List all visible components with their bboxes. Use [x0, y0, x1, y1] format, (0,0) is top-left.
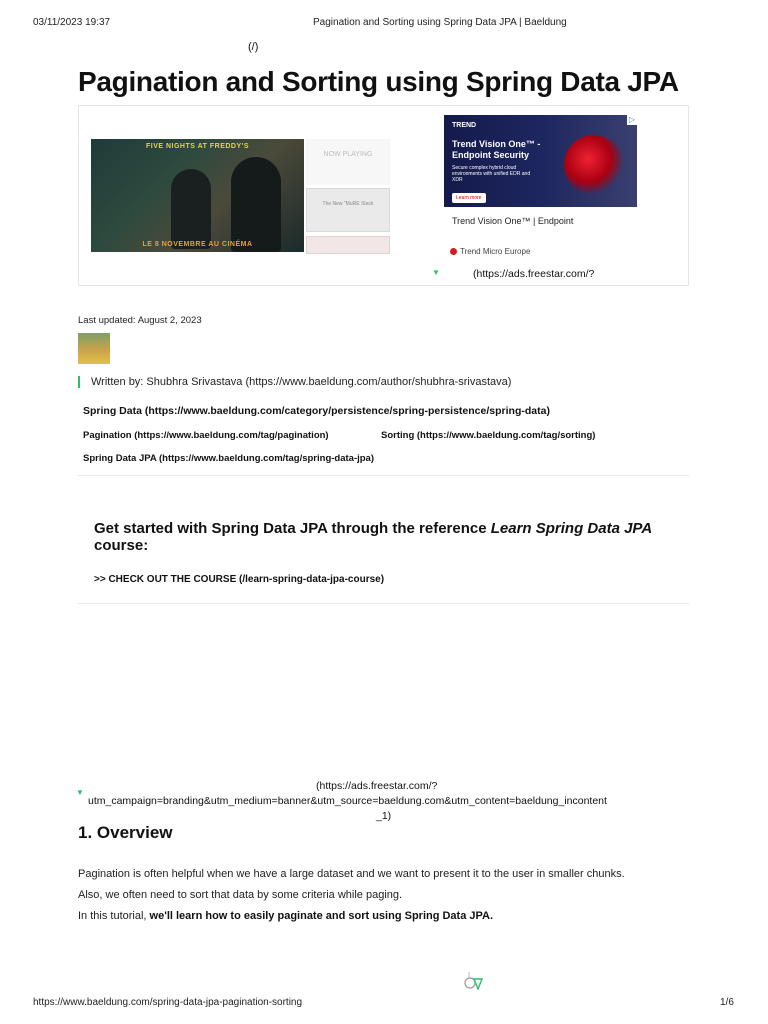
- author-avatar[interactable]: [78, 333, 110, 364]
- print-datetime: 03/11/2023 19:37: [33, 17, 111, 28]
- freestar-icon[interactable]: ▼: [432, 268, 440, 277]
- divider: [78, 603, 689, 604]
- trend-micro-ad-image[interactable]: [444, 115, 637, 207]
- trend-brand: TREND: [452, 122, 477, 129]
- video-ad-bottom-text: LE 8 NOVEMBRE AU CINÉMA: [142, 241, 253, 248]
- trend-logo-graphic: [564, 135, 624, 195]
- paragraph: Pagination is often helpful when we have a large dataset and we want to present it to the user in smaller chunks.: [78, 868, 625, 880]
- tag-link-sorting[interactable]: Sorting (https://www.baeldung.com/tag/sorting): [381, 430, 596, 441]
- tag-link-spring-data-jpa[interactable]: Spring Data JPA (https://www.baeldung.com/tag/spring-data-jpa): [83, 453, 374, 464]
- category-link[interactable]: Spring Data (https://www.baeldung.com/category/persistence/spring-persistence/spring-data): [83, 405, 550, 417]
- print-page-number: 1/6: [720, 997, 734, 1008]
- trend-headline: Trend Vision One™ - Endpoint Security: [452, 139, 541, 160]
- course-link[interactable]: >> CHECK OUT THE COURSE (/learn-spring-data-jpa-course): [94, 574, 385, 585]
- freestar-ad-params[interactable]: utm_campaign=branding&utm_medium=banner&utm_source=baeldung.com&utm_content=baeldung_incontent: [88, 795, 607, 807]
- course-promo-heading: Get started with Spring Data JPA through the reference Learn Spring Data JPA course:: [94, 520, 653, 554]
- paragraph: Also, we often need to sort that data by some criteria while paging.: [78, 889, 403, 901]
- paragraph: In this tutorial, we'll learn how to easily paginate and sort using Spring Data JPA.: [78, 910, 494, 922]
- adchoices-icon[interactable]: ▷: [628, 115, 636, 124]
- video-figure: [231, 157, 281, 252]
- freestar-icon[interactable]: ▼: [76, 788, 84, 797]
- print-url: https://www.baeldung.com/spring-data-jpa-pagination-sorting: [33, 997, 303, 1008]
- video-thumbnail[interactable]: [306, 236, 390, 254]
- video-thumbnail[interactable]: The New "MuRE Stack: [306, 188, 390, 232]
- video-figure: [171, 169, 211, 249]
- home-link[interactable]: (/): [248, 41, 259, 53]
- author-line[interactable]: Written by: Shubhra Srivastava (https://www.baeldung.com/author/shubhra-srivastava): [78, 376, 511, 388]
- freestar-ad-params-end[interactable]: _1): [376, 810, 392, 822]
- trend-learn-more-button[interactable]: Learn more: [452, 193, 486, 203]
- trend-subtext: Secure complex hybrid cloud environments with unified EDR and XDR: [452, 165, 531, 183]
- freestar-ad-link[interactable]: (https://ads.freestar.com/?: [473, 268, 595, 280]
- last-updated: Last updated: August 2, 2023: [78, 315, 202, 326]
- tag-link-pagination[interactable]: Pagination (https://www.baeldung.com/tag/pagination): [83, 430, 329, 441]
- video-ad-top-text: FIVE NIGHTS AT FREDDY'S: [145, 143, 249, 150]
- freestar-ad-link-mid[interactable]: (https://ads.freestar.com/?: [316, 780, 438, 792]
- trend-logo-icon: [450, 248, 457, 255]
- trend-ad-source: Trend Micro Europe: [450, 247, 530, 256]
- section-heading-overview: 1. Overview: [78, 823, 173, 842]
- trend-ad-caption[interactable]: Trend Vision One™ | Endpoint: [452, 216, 574, 226]
- print-doc-title: Pagination and Sorting using Spring Data JPA | Baeldung: [313, 17, 567, 28]
- article-title: Pagination and Sorting using Spring Data JPA: [78, 66, 679, 97]
- divider: [78, 475, 689, 476]
- now-playing-panel: NOW PLAYING: [306, 139, 390, 185]
- video-ad-player[interactable]: [91, 139, 304, 252]
- scroll-top-icon[interactable]: [462, 972, 484, 990]
